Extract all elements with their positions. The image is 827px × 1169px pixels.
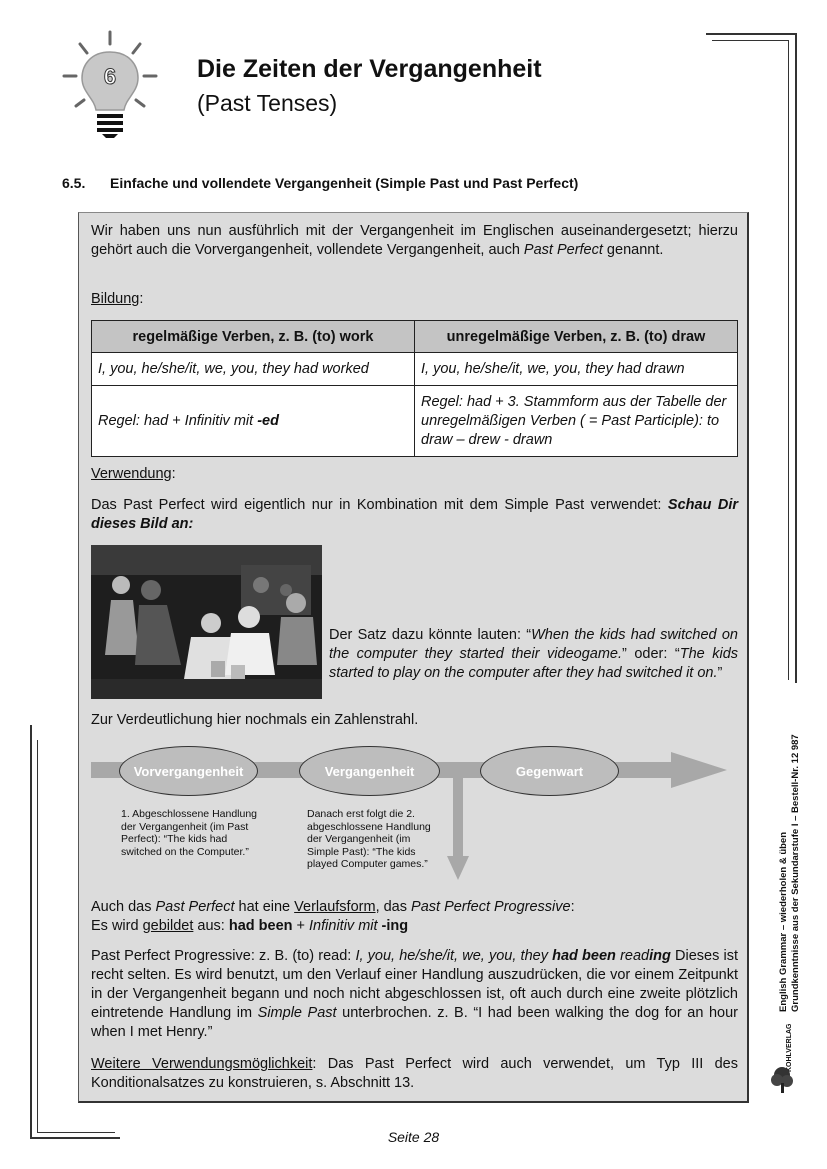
publisher-sidebar	[776, 700, 806, 1100]
progressive-intro: Auch das Past Perfect hat eine Verlaufsform, das Past Perfect Progressive: Es wird gebildet aus: had been + Infinitiv mit -ing	[91, 899, 575, 934]
page-title: Die Zeiten der Vergangenheit	[197, 55, 542, 83]
table-header: regelmäßige Verben, z. B. (to) work	[92, 321, 415, 353]
zahlenstrahl-intro: Zur Verdeutlichung hier nochmals ein Zahlenstrahl.	[91, 712, 419, 728]
chapter-number: 6	[103, 64, 117, 89]
frame-line-top-right	[706, 33, 796, 35]
frame-line-right-inner	[788, 40, 789, 680]
table-row	[92, 353, 738, 386]
frame-line-right-outer	[795, 33, 797, 683]
timeline-node: Vorvergangenheit	[119, 746, 258, 796]
photo-caption: Der Satz dazu könnte lauten: “When the kids had switched on the computer they started their videogame.” oder: “The kids started to play on the computer after they had switched it on.”	[329, 627, 739, 681]
frame-line-left-inner	[37, 740, 38, 1133]
publisher-logo-text: KOHLVERLAG	[786, 1023, 793, 1072]
timeline-node: Vergangenheit	[299, 746, 440, 796]
table-cell: I, you, he/she/it, we, you, they had drawn	[415, 353, 738, 386]
section-title: Einfache und vollendete Vergangenheit (Simple Past und Past Perfect)	[110, 175, 579, 191]
publisher-line: Grundkenntnisse aus der Sekundarstufe I – Bestell-Nr. 12 987	[790, 734, 801, 1012]
lightbulb-icon	[60, 30, 160, 140]
weitere-paragraph: Weitere Verwendungsmöglichkeit: Das Past Perfect wird auch verwendet, um Typ III des Konditionalsatzes zu konstruieren, s. Abschnitt 13.	[91, 1056, 738, 1091]
table-header-row	[92, 321, 738, 353]
publisher-tree-icon	[770, 1065, 796, 1097]
section-number: 6.5.	[62, 175, 86, 191]
bildung-heading: Bildung:	[91, 291, 144, 307]
verwendung-heading: Verwendung:	[91, 466, 176, 482]
table-cell: I, you, he/she/it, we, you, they had worked	[92, 353, 415, 386]
intro-paragraph: Wir haben uns nun ausführlich mit der Vergangenheit im Englischen auseinandergesetzt; hierzu gehört auch die Vorvergangenheit, vollendete Vergangenheit, auch Past Perfect genannt.	[91, 223, 738, 258]
frame-line-left-outer	[30, 725, 32, 1138]
publisher-line: English Grammar – wiederholen & üben	[778, 831, 789, 1012]
verwendung-paragraph: Das Past Perfect wird eigentlich nur in Kombination mit dem Simple Past verwendet: Schau Dir dieses Bild an:	[91, 497, 738, 532]
table-header: unregelmäßige Verben, z. B. (to) draw	[415, 321, 738, 353]
example-paragraph: Past Perfect Progressive: z. B. (to) read: I, you, he/she/it, we, you, they had been reading Dieses ist recht selten. Es wird benutzt, um den Verlauf einer Handlung auszudrücken, die vor einem Zeitpunkt in der Vergangenheit begann und noch nicht abgeschlossen ist, oft auch durch eine zweite plötzlich eintretende Handlung im Simple Past unterbrochen. z. B. “I had been walking the dog for an hour when I met Henry.”	[91, 948, 738, 1040]
frame-line-top-right-inner	[712, 40, 788, 41]
page-subtitle: (Past Tenses)	[197, 90, 338, 116]
table-row	[92, 386, 738, 457]
timeline-note: 1. Abgeschlossene Handlung der Vergangenheit (im Past Perfect): “The kids had switched on the Computer.”	[121, 808, 258, 858]
timeline-node: Gegenwart	[480, 746, 619, 796]
section-heading	[62, 175, 578, 191]
table-cell: Regel: had + Infinitiv mit -ed	[92, 386, 415, 457]
page-number: Seite 28	[387, 1129, 440, 1145]
timeline-note: Danach erst folgt die 2. abgeschlossene Handlung der Vergangenheit (im Simple Past): “The kids played Computer games.”	[307, 808, 431, 870]
table-cell: Regel: had + 3. Stammform aus der Tabelle der unregelmäßigen Verben ( = Past Participle): to draw – drew - drawn	[415, 386, 738, 457]
kids-computer-photo	[91, 545, 322, 699]
conjugation-table	[91, 320, 738, 457]
